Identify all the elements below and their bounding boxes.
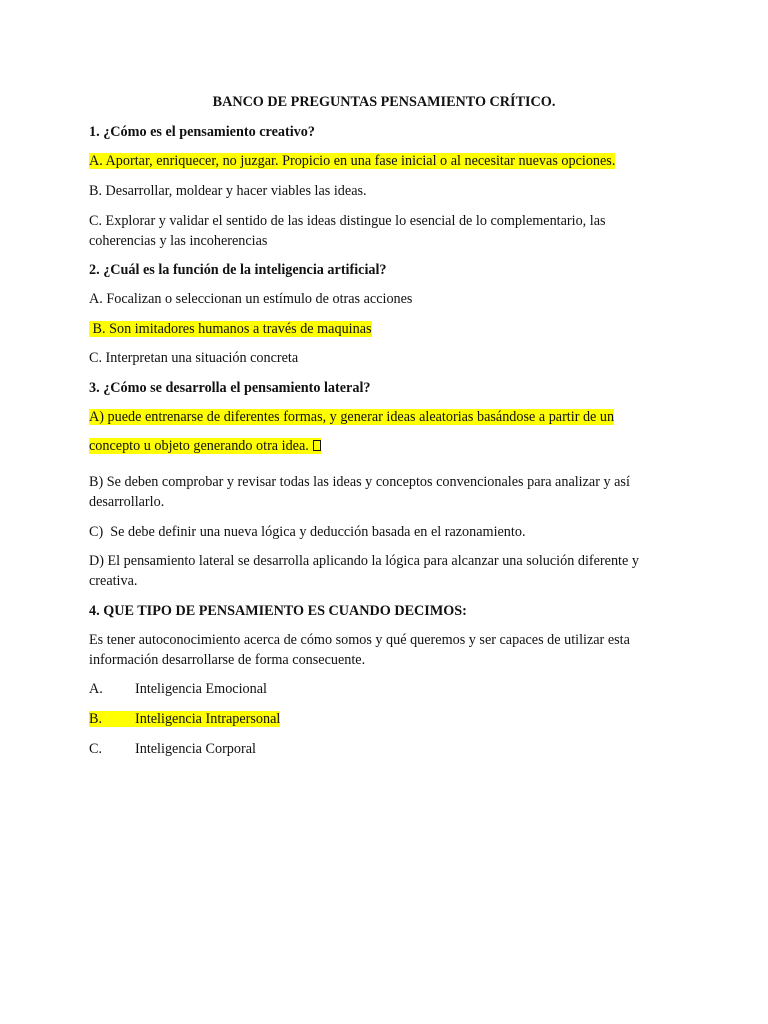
q3-option-a-line2-text: concepto u objeto generando otra idea. [89,438,309,454]
q2-option-b-text: B. Son imitadores humanos a través de maquinas [89,321,372,337]
document-title: BANCO DE PREGUNTAS PENSAMIENTO CRÍTICO. [212,94,556,110]
q2-option-b [89,319,372,339]
q3-option-c: C) Se debe definir una nueva lógica y deducción basada en el razonamiento. [89,524,526,540]
q4-option-a [89,679,267,699]
question-1: 1. ¿Cómo es el pensamiento creativo? [89,124,315,140]
question-3: 3. ¿Cómo se desarrolla el pensamiento lateral? [89,380,371,396]
q4-option-b-highlight [89,711,280,727]
q3-option-b-line2: desarrollarlo. [89,494,165,510]
q4-option-b-letter: B. [89,711,103,727]
q3-option-a-line2-highlight [89,438,321,454]
q1-option-a [89,151,615,171]
question-4: 4. QUE TIPO DE PENSAMIENTO ES CUANDO DECIMOS: [89,603,467,619]
q2-option-c: C. Interpretan una situación concreta [89,350,299,366]
q3-option-a-line1-text: A) puede entrenarse de diferentes formas, y generar ideas aleatorias basándose a partir de un [89,409,615,425]
missing-glyph-icon [313,440,321,451]
q4-option-a-letter: A. [89,681,103,697]
q1-option-a-text: A. Aportar, enriquecer, no juzgar. Propicio en una fase inicial o al necesitar nuevas opciones. [89,153,616,169]
question-2: 2. ¿Cuál es la función de la inteligencia artificial? [89,262,387,278]
q3-option-a-line2 [89,436,321,456]
q1-option-b: B. Desarrollar, moldear y hacer viables las ideas. [89,183,367,199]
q1-option-c-line1: C. Explorar y validar el sentido de las ideas distingue lo esencial de lo complementario, las [89,213,606,229]
q4-statement-line1: Es tener autoconocimiento acerca de cómo somos y qué queremos y ser capaces de utilizar esta [89,632,630,648]
q1-option-c-line2: coherencias y las incoherencias [89,233,268,249]
q3-option-d-line2: creativa. [89,573,138,589]
q4-option-a-text: Inteligencia Emocional [135,681,267,697]
q4-statement-line2: información desarrollarse de forma consecuente. [89,652,366,668]
q4-option-c-letter: C. [89,741,103,757]
q3-option-a-line1 [89,407,614,427]
q3-option-d-line1: D) El pensamiento lateral se desarrolla aplicando la lógica para alcanzar una solución diferente y [89,553,639,569]
q4-option-c-text: Inteligencia Corporal [135,741,256,757]
q4-option-b [89,709,280,729]
q4-option-c [89,739,256,759]
q4-option-b-text: Inteligencia Intrapersonal [135,711,281,727]
q2-option-a: A. Focalizan o seleccionan un estímulo de otras acciones [89,291,413,307]
q3-option-b-line1: B) Se deben comprobar y revisar todas las ideas y conceptos convencionales para analizar y así [89,474,630,490]
